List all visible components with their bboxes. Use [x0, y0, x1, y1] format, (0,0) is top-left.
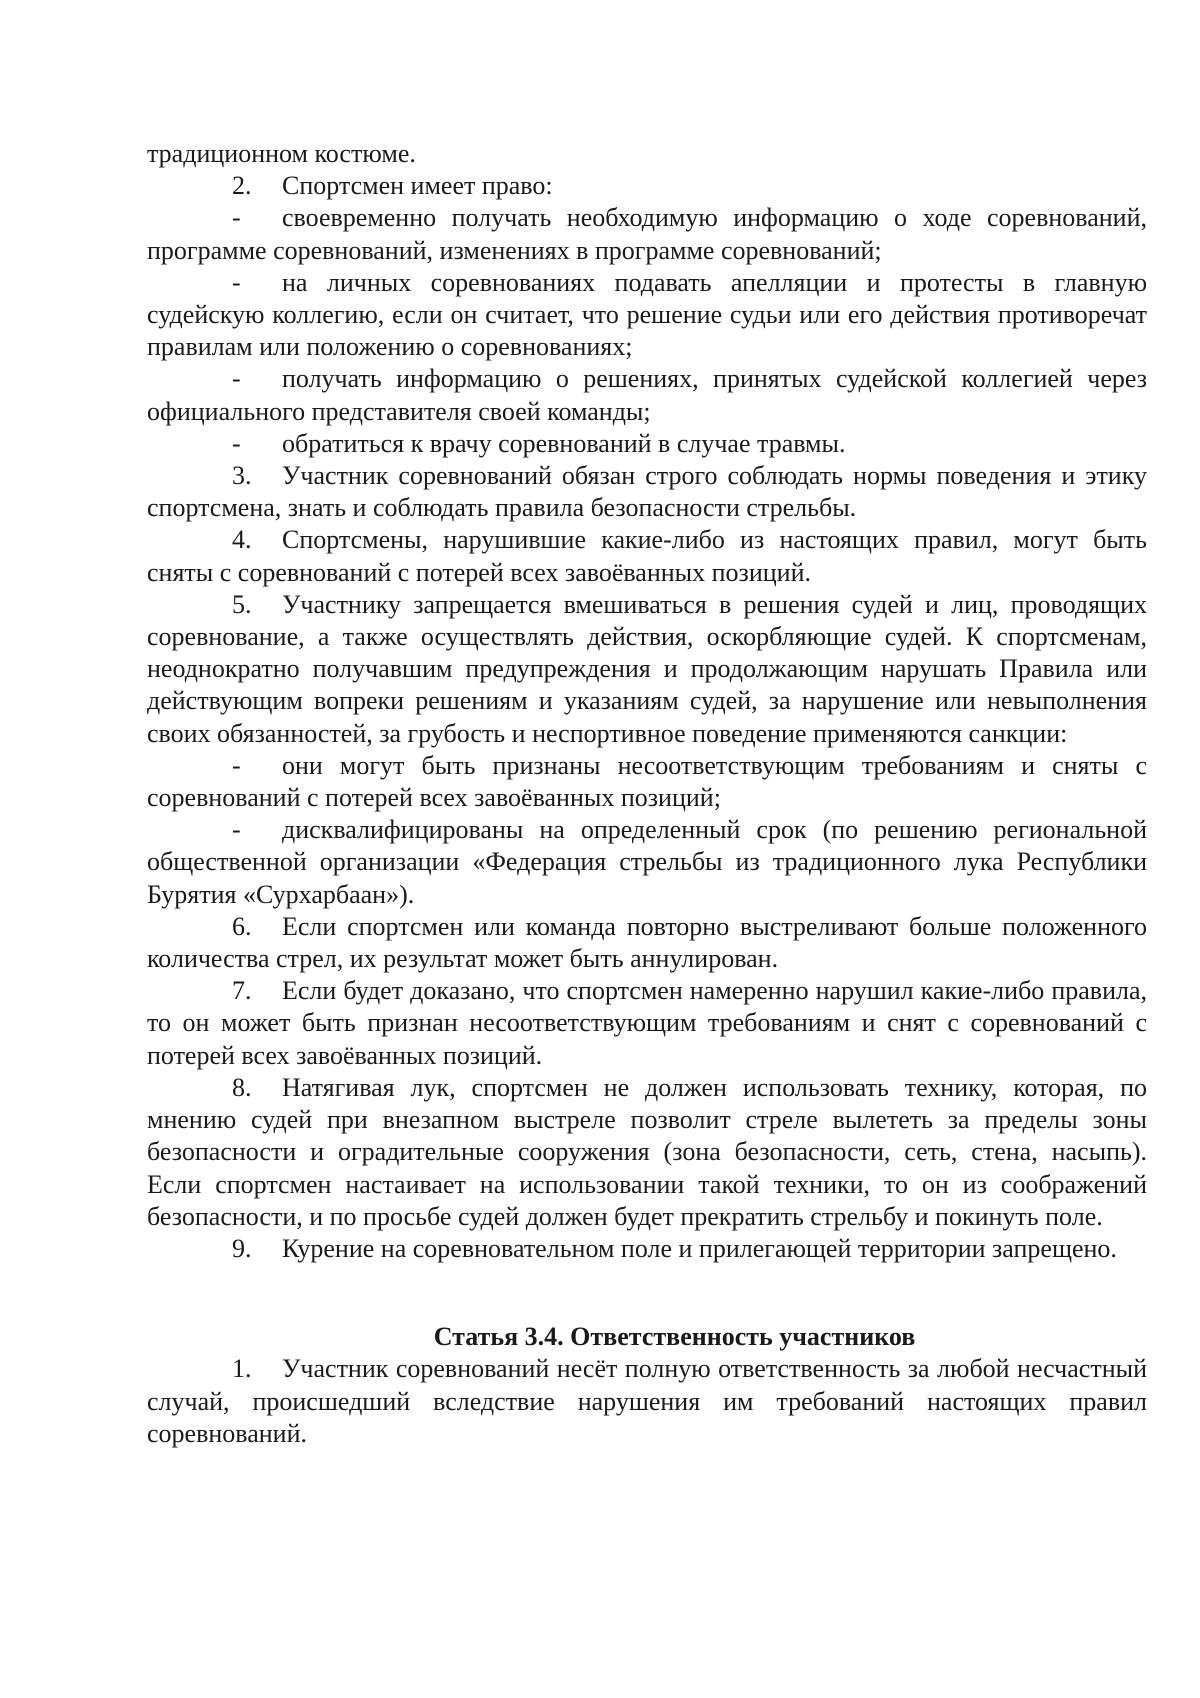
paragraph-text: Спортсмены, нарушившие какие-либо из настоящих правил, могут быть сняты с соревнований с потерей всех завоёванных позиций. [147, 525, 1147, 587]
paragraph-number: 8. [232, 1072, 252, 1102]
bullet-item [147, 363, 1147, 427]
article-paragraph-1 [147, 1353, 1147, 1450]
bullet-text: обратиться к врачу соревнований в случае травмы. [282, 428, 846, 458]
bullet-item [147, 428, 1147, 460]
paragraph-9 [147, 1233, 1147, 1265]
paragraph-2 [147, 170, 1147, 202]
paragraph-8 [147, 1072, 1147, 1233]
paragraph-number: 3. [232, 461, 252, 491]
bullet-text: на личных соревнованиях подавать апелляции и протесты в главную судейскую коллегию, если он считает, что решение судьи или его действия противоречат правилам или положению о соревнованиях; [147, 267, 1147, 362]
bullet-text: дисквалифицированы на определенный срок (по решению региональной общественной организации «Федерация стрельбы из традиционного лука Республики Бурятия «Сурхарбаан»). [147, 815, 1147, 909]
bullet-mark: - [232, 750, 241, 780]
paragraph-6 [147, 911, 1147, 975]
bullet-item [147, 750, 1147, 814]
paragraph-text: Участник соревнований обязан строго соблюдать нормы поведения и этику спортсмена, знать и соблюдать правила безопасности стрельбы. [147, 461, 1147, 523]
bullet-item [147, 814, 1147, 911]
paragraph-7 [147, 975, 1147, 1072]
paragraph-number: 1. [232, 1354, 252, 1384]
paragraph-number: 6. [232, 911, 252, 941]
bullet-text: они могут быть признаны несоответствующим требованиям и сняты с соревнований с потерей всех завоёванных позиций; [147, 750, 1147, 813]
paragraph-number: 9. [232, 1233, 252, 1263]
bullet-mark: - [232, 364, 241, 394]
bullet-item [147, 202, 1147, 266]
paragraph-text: Участник соревнований несёт полную ответственность за любой несчастный случай, происшедший вследствие нарушения им требований настоящих правил соревнований. [147, 1354, 1147, 1448]
paragraph-text: Участнику запрещается вмешиваться в решения судей и лиц, проводящих соревнование, а также осуществлять действия, оскорбляющие судей. К спортсменам, неоднократно получавшим предупреждения и продолжающим нарушать Правила или действующим вопреки решениям и указаниям судей, за нарушение или невыполнения своих обязанностей, за грубость и неспортивное поведение применяются санкции: [147, 589, 1147, 748]
paragraph-5 [147, 589, 1147, 750]
paragraph-number: 5. [232, 589, 252, 619]
bullet-mark: - [232, 815, 241, 845]
document-body [147, 138, 1147, 1450]
paragraph-4 [147, 524, 1147, 588]
bullet-item [147, 267, 1147, 364]
paragraph-text: Если спортсмен или команда повторно выстреливают больше положенного количества стрел, их результат может быть аннулирован. [147, 911, 1147, 974]
bullet-mark: - [232, 267, 241, 297]
paragraph-text: Натягивая лук, спортсмен не должен использовать технику, которая, по мнению судей при внезапном выстреле позволит стреле вылететь за пределы зоны безопасности и оградительные сооружения (зона безопасности, сеть, стена, насыпь). Если спортсмен настаивает на использовании такой техники, то он из соображений безопасности, и по просьбе судей должен будет прекратить стрельбу и покинуть поле. [147, 1072, 1147, 1231]
paragraph-text: Курение на соревновательном поле и прилегающей территории запрещено. [282, 1233, 1117, 1263]
paragraph-number: 7. [232, 976, 252, 1006]
bullet-text: своевременно получать необходимую информацию о ходе соревнований, программе соревнований, изменениях в программе соревнований; [147, 203, 1147, 265]
bullet-mark: - [232, 203, 241, 233]
bullet-text: получать информацию о решениях, принятых судейской коллегией через официального представителя своей команды; [147, 364, 1147, 426]
paragraph-3 [147, 460, 1147, 524]
paragraph-continuation: традиционном костюме. [147, 139, 416, 168]
paragraph-text: Спортсмен имеет право: [282, 171, 553, 201]
paragraph-number: 2. [232, 171, 252, 201]
paragraph-number: 4. [232, 525, 252, 555]
article-title: Статья 3.4. Ответственность участников [433, 1322, 916, 1352]
paragraph-text: Если будет доказано, что спортсмен намеренно нарушил какие-либо правила, то он может быть признан несоответствующим требованиям и снят с соревнований с потерей всех завоёванных позиций. [147, 976, 1147, 1070]
bullet-mark: - [232, 428, 241, 458]
